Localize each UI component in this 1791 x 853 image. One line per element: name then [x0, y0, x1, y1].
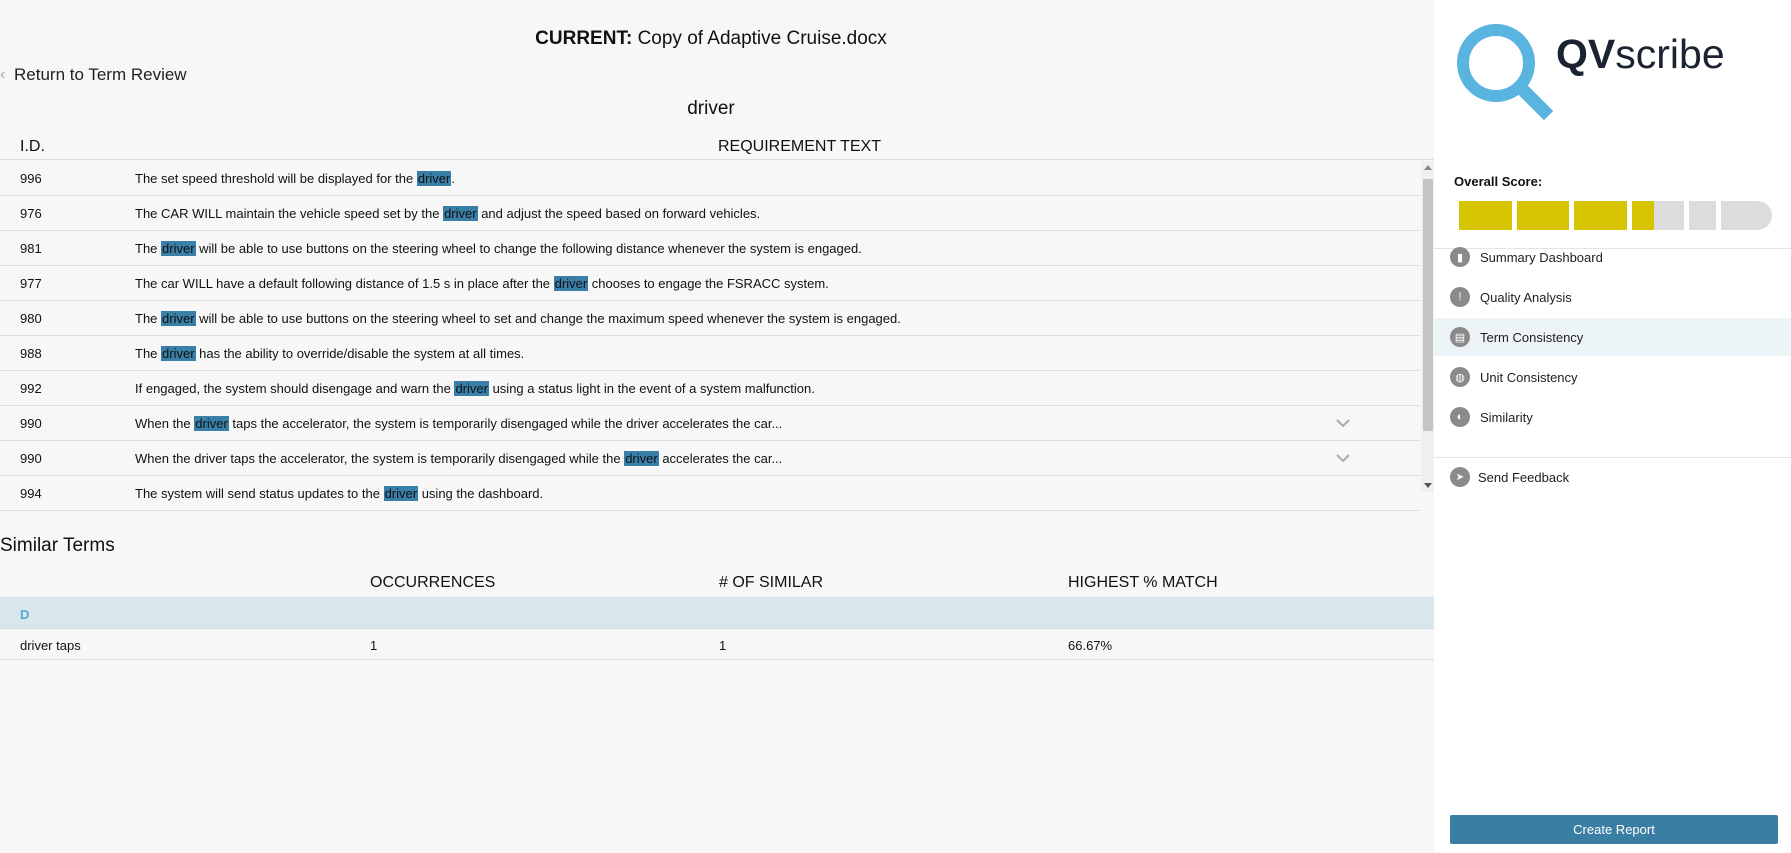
requirement-text-after: will be able to use buttons on the steering wheel to set and change the maximum speed whenever the system is engaged. — [195, 311, 901, 326]
highlighted-term: driver — [554, 276, 588, 291]
overall-score-label: Overall Score: — [1454, 174, 1543, 189]
highlighted-term: driver — [417, 171, 451, 186]
highlighted-term: driver — [455, 381, 488, 396]
chevron-down-icon[interactable] — [1334, 449, 1352, 467]
overlap-icon: ◐ — [1450, 407, 1470, 427]
requirement-text — [135, 171, 455, 186]
requirement-id: 981 — [20, 241, 42, 256]
requirement-id: 992 — [20, 381, 42, 396]
requirement-text-before: When the driver taps the accelerator, the system is temporarily disengaged while the — [135, 451, 625, 466]
logo-text-bold: QV — [1556, 31, 1616, 77]
requirement-text — [135, 311, 901, 326]
similar-terms-title: Similar Terms — [0, 535, 115, 556]
requirements-scrollbar[interactable] — [1421, 161, 1434, 492]
requirement-id: 977 — [20, 276, 42, 291]
requirement-text — [135, 451, 782, 466]
logo-text-light: scribe — [1615, 31, 1725, 77]
highlighted-term: driver — [162, 241, 195, 256]
requirement-text — [135, 276, 829, 291]
requirement-row[interactable] — [0, 476, 1420, 511]
sidebar-item-term-consistency[interactable] — [1434, 318, 1791, 356]
requirement-id: 990 — [20, 416, 42, 431]
column-header-similar-count: # OF SIMILAR — [719, 574, 824, 591]
dashboard-icon: ▮ — [1450, 247, 1470, 267]
requirement-row[interactable] — [0, 266, 1420, 301]
send-feedback-link[interactable] — [1434, 458, 1791, 496]
sidebar-item-label: Similarity — [1480, 409, 1533, 425]
column-header-requirement-text: REQUIREMENT TEXT — [718, 138, 881, 155]
sidebar-item-quality-analysis[interactable] — [1434, 278, 1791, 316]
requirement-text-before: When the — [135, 416, 195, 431]
highlighted-term: driver — [195, 416, 228, 431]
column-header-highest-match: HIGHEST % MATCH — [1068, 574, 1218, 591]
requirement-text-before: If engaged, the system should disengage and warn the — [135, 381, 455, 396]
chevron-down-icon[interactable] — [1334, 414, 1352, 432]
highlighted-term: driver — [384, 486, 418, 501]
requirement-text — [135, 486, 543, 501]
similar-term-row[interactable] — [0, 629, 1434, 660]
requirement-text-before: The — [135, 311, 162, 326]
sidebar-item-label: Summary Dashboard — [1480, 249, 1603, 265]
sidebar-item-label: Unit Consistency — [1480, 369, 1578, 385]
requirement-id: 996 — [20, 171, 42, 186]
requirement-text-after: using a status light in the event of a system malfunction. — [488, 381, 815, 396]
requirement-row[interactable] — [0, 406, 1420, 441]
create-report-button[interactable]: Create Report — [1450, 815, 1778, 844]
requirement-text — [135, 416, 782, 431]
send-feedback-label: Send Feedback — [1478, 469, 1570, 485]
scrollbar-thumb[interactable] — [1423, 179, 1433, 431]
svg-text:QVscribe — [1556, 31, 1725, 77]
requirement-id: 980 — [20, 311, 42, 326]
document-title — [0, 28, 1422, 50]
sidebar-item-label: Term Consistency — [1480, 329, 1584, 345]
requirement-text-before: The system will send status updates to the — [135, 486, 384, 501]
requirement-text-after: and adjust the speed based on forward vehicles. — [477, 206, 761, 221]
chevron-left-icon: ‹ — [0, 66, 6, 83]
similar-terms-group-header — [0, 597, 1434, 629]
highlighted-term: driver — [625, 451, 658, 466]
score-segment — [1689, 201, 1716, 230]
score-segment — [1517, 201, 1570, 230]
score-segment — [1721, 201, 1772, 230]
globe-icon: ◍ — [1450, 367, 1470, 387]
column-header-occurrences: OCCURRENCES — [370, 574, 496, 591]
overall-score-bar — [1459, 201, 1772, 230]
book-icon: ▤ — [1450, 327, 1470, 347]
requirement-text-after: accelerates the car... — [658, 451, 783, 466]
requirement-row[interactable] — [0, 371, 1420, 406]
requirements-list[interactable] — [0, 161, 1420, 501]
requirements-header — [0, 136, 1434, 160]
similar-term-name: driver taps — [20, 638, 81, 653]
similar-terms-header — [0, 572, 1434, 596]
back-link-label: Return to Term Review — [14, 65, 187, 84]
group-letter: D — [20, 607, 30, 622]
requirement-text-before: The set speed threshold will be displayed for the — [135, 171, 417, 186]
current-label: CURRENT: — [535, 28, 633, 49]
similar-term-occurrences: 1 — [370, 638, 378, 653]
similar-term-match: 66.67% — [1068, 638, 1113, 653]
requirement-row[interactable] — [0, 441, 1420, 476]
similar-term-similar-count: 1 — [719, 638, 727, 653]
qvscribe-logo — [1452, 20, 1732, 130]
return-to-term-review-link[interactable] — [0, 65, 187, 85]
requirement-row[interactable] — [0, 301, 1420, 336]
requirement-text — [135, 241, 862, 256]
column-header-id: I.D. — [20, 138, 45, 155]
requirement-row[interactable] — [0, 161, 1420, 196]
requirement-row[interactable] — [0, 196, 1420, 231]
warning-icon: ! — [1450, 287, 1470, 307]
requirement-row[interactable] — [0, 336, 1420, 371]
document-name: Copy of Adaptive Cruise.docx — [637, 28, 887, 49]
requirement-id: 990 — [20, 451, 42, 466]
scroll-up-arrow-icon[interactable] — [1424, 165, 1432, 170]
highlighted-term: driver — [162, 311, 195, 326]
score-segment — [1574, 201, 1627, 230]
requirement-id: 994 — [20, 486, 42, 501]
highlighted-term: driver — [444, 206, 477, 221]
paper-plane-icon: ➤ — [1450, 467, 1470, 487]
requirement-text — [135, 381, 815, 396]
sidebar-item-unit-consistency[interactable] — [1434, 358, 1791, 396]
term-title: driver — [687, 98, 735, 119]
requirement-text-after: using the dashboard. — [418, 486, 544, 501]
sidebar — [1434, 0, 1791, 853]
score-segment — [1459, 201, 1512, 230]
requirement-id: 976 — [20, 206, 42, 221]
requirement-text-after: has the ability to override/disable the system at all times. — [195, 346, 525, 361]
requirement-text — [135, 206, 760, 221]
scroll-down-arrow-icon[interactable] — [1424, 483, 1432, 488]
requirement-id: 988 — [20, 346, 42, 361]
requirement-text-before: The CAR WILL maintain the vehicle speed set by the — [135, 206, 444, 221]
requirement-text-after: . — [451, 171, 455, 186]
magnifier-logo-icon — [1452, 20, 1732, 130]
requirement-text — [135, 346, 524, 361]
requirement-text-before: The — [135, 241, 162, 256]
requirement-text-before: The car WILL have a default following distance of 1.5 s in place after the — [135, 276, 554, 291]
requirement-text-after: will be able to use buttons on the steering wheel to change the following distance whenever the system is engaged. — [195, 241, 862, 256]
sidebar-item-summary-dashboard[interactable] — [1434, 238, 1791, 276]
requirement-text-after: chooses to engage the FSRACC system. — [588, 276, 829, 291]
highlighted-term: driver — [162, 346, 195, 361]
requirement-row[interactable] — [0, 231, 1420, 266]
score-segment — [1632, 201, 1685, 230]
requirement-text-after: taps the accelerator, the system is temporarily disengaged while the driver accelerates the car... — [228, 416, 783, 431]
sidebar-item-label: Quality Analysis — [1480, 289, 1572, 305]
requirement-text-before: The — [135, 346, 162, 361]
sidebar-item-similarity[interactable] — [1434, 398, 1791, 436]
